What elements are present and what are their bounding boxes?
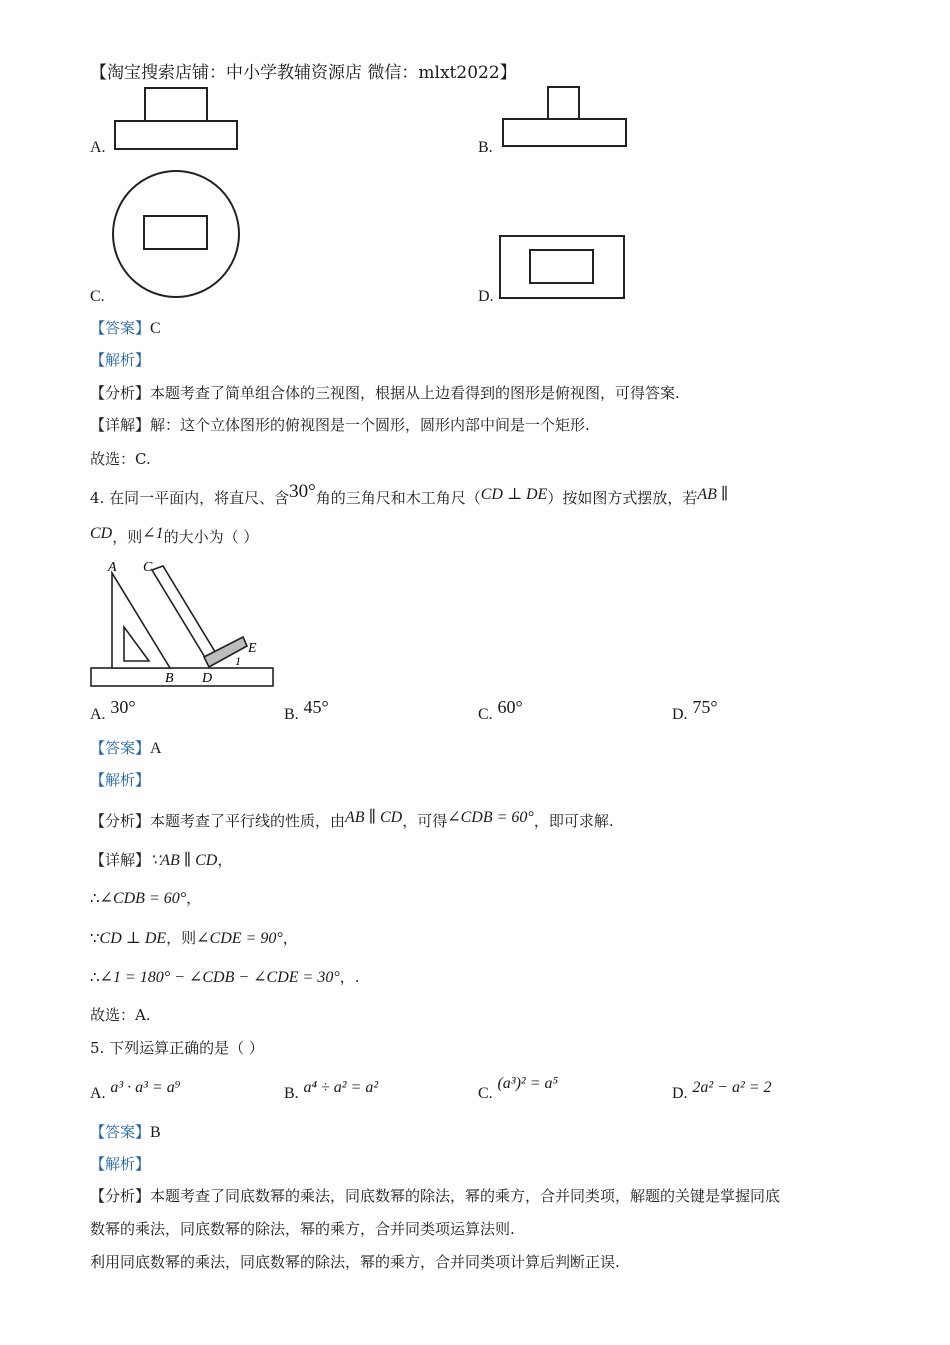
q5-fenxi-3: 利用同底数幂的乘法，同底数幂的除法，幂的乘方，合并同类项计算后判断正误. bbox=[90, 1253, 620, 1271]
q5-option-d: D. 2a² − a² = 2 bbox=[672, 1079, 772, 1102]
q4-detail-4: ∴∠1 = 180° − ∠CDB − ∠CDE = 30°，. bbox=[90, 968, 360, 986]
q5-stem: 5. 下列运算正确的是（ ） bbox=[90, 1039, 264, 1057]
q3-answer-line bbox=[90, 317, 161, 338]
q3-xiangjie: 【详解】解：这个立体图形的俯视图是一个圆形，圆形内部中间是一个矩形. bbox=[90, 416, 590, 434]
q5-fenxi-2: 数幂的乘法，同底数幂的除法，幂的乘方，合并同类项运算法则. bbox=[90, 1220, 515, 1238]
q4-detail-2: ∴∠CDB = 60°， bbox=[90, 889, 202, 907]
q5-analysis-tag: 【解析】 bbox=[90, 1155, 151, 1173]
q4-option-a: A. 30° bbox=[90, 697, 136, 723]
q4-detail-1: 【详解】∵AB ∥ CD， bbox=[90, 851, 233, 869]
q3-choice: 故选：C. bbox=[90, 450, 151, 468]
option-d-figure bbox=[496, 232, 630, 302]
q4-figure bbox=[85, 555, 285, 695]
label-c: C bbox=[143, 560, 153, 575]
option-c-label: C. bbox=[90, 288, 105, 305]
q5-fenxi-1: 【分析】本题考查了同底数幂的乘法，同底数幂的除法，幂的乘方，合并同类项，解题的关键是掌握同底 bbox=[90, 1187, 781, 1205]
q4-stem-line1: 4. 在同一平面内，将直尺、含30°角的三角尺和木工角尺（CD ⊥ DE）按如图方式摆放，若AB ∥ bbox=[90, 481, 729, 507]
option-b-label: B. bbox=[478, 139, 493, 156]
answer-tag: 【答案】 bbox=[90, 319, 151, 337]
q4-analysis-tag: 【解析】 bbox=[90, 771, 151, 789]
q5-answer-line: 【答案】B bbox=[90, 1123, 161, 1141]
q3-fenxi: 【分析】本题考查了简单组合体的三视图，根据从上边看得到的图形是俯视图，可得答案. bbox=[90, 384, 680, 402]
q4-option-d: D. 75° bbox=[672, 697, 718, 723]
q4-fenxi: 【分析】本题考查了平行线的性质，由AB ∥ CD，可得∠CDB = 60°，即可求解. bbox=[90, 809, 614, 830]
option-c-figure bbox=[108, 167, 244, 303]
q5-option-a: A. a³ · a³ = a⁹ bbox=[90, 1079, 181, 1102]
label-b: B bbox=[165, 671, 174, 686]
q5-option-b: B. a⁴ ÷ a² = a² bbox=[284, 1079, 379, 1102]
label-d: D bbox=[202, 671, 213, 686]
q4-choice: 故选：A. bbox=[90, 1006, 151, 1024]
header-banner: 【淘宝搜索店铺：中小学教辅资源店 微信：mlxt2022】 bbox=[90, 63, 517, 83]
q3-analysis-tag: 【解析】 bbox=[90, 351, 151, 369]
q4-option-b: B. 45° bbox=[284, 697, 329, 723]
q5-option-c: C. (a³)² = a⁵ bbox=[478, 1075, 559, 1102]
label-1: 1 bbox=[235, 654, 241, 668]
option-b-figure bbox=[498, 83, 633, 151]
option-a-figure bbox=[110, 85, 245, 153]
q4-detail-3: ∵CD ⊥ DE，则∠CDE = 90°， bbox=[90, 929, 298, 947]
q4-answer-line: 【答案】A bbox=[90, 739, 162, 757]
q4-stem-line2: CD，则∠1的大小为（ ） bbox=[90, 525, 259, 546]
option-a-label: A. bbox=[90, 139, 106, 156]
label-e: E bbox=[248, 641, 257, 656]
answer-value: C bbox=[150, 320, 161, 337]
q4-option-c: C. 60° bbox=[478, 697, 523, 723]
option-d-label: D. bbox=[478, 288, 494, 305]
label-a: A bbox=[108, 560, 117, 575]
